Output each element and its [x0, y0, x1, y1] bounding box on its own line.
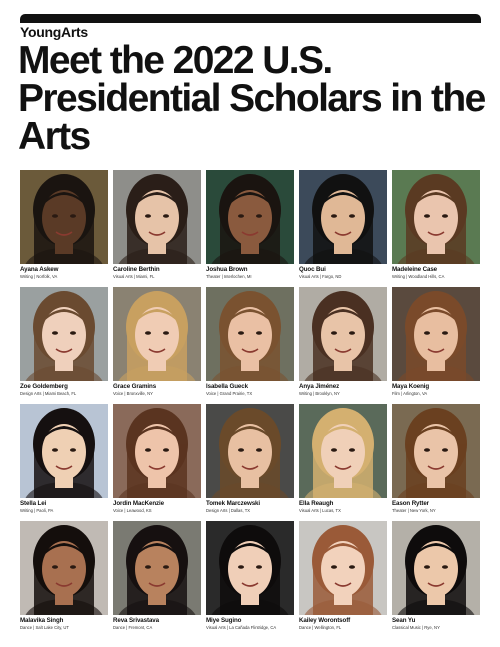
scholar-card [299, 404, 387, 517]
scholar-name: Tomek Marczewski [206, 500, 260, 507]
scholar-portrait [392, 521, 480, 615]
scholar-portrait [299, 404, 387, 498]
scholar-discipline-location: Voice | Bronxville, NY [113, 391, 153, 396]
scholar-portrait [206, 521, 294, 615]
scholar-discipline-location: Visual Arts | Lucas, TX [299, 508, 341, 513]
scholar-name: Joshua Brown [206, 266, 248, 273]
scholar-name: Stella Lei [20, 500, 47, 507]
scholar-name: Eason Rytter [392, 500, 429, 507]
scholar-portrait [392, 287, 480, 381]
scholar-discipline-location: Dance | Salt Lake City, UT [20, 625, 69, 630]
scholar-portrait [392, 170, 480, 264]
scholar-portrait [20, 170, 108, 264]
scholar-card [206, 170, 294, 283]
scholar-card [299, 521, 387, 634]
scholar-name: Ella Reaugh [299, 500, 334, 507]
scholar-card [392, 170, 480, 283]
scholar-portrait [299, 287, 387, 381]
scholar-discipline-location: Writing | Woodland Hills, CA [392, 274, 445, 279]
scholar-card [113, 170, 201, 283]
scholar-name: Maya Koenig [392, 383, 430, 390]
scholar-card [392, 404, 480, 517]
scholar-name: Reva Srivastava [113, 617, 159, 624]
scholar-portrait [113, 170, 201, 264]
scholar-portrait [299, 170, 387, 264]
scholar-name: Zoe Goldemberg [20, 383, 68, 390]
scholar-card [299, 287, 387, 400]
scholar-discipline-location: Visual Arts | Fargo, ND [299, 274, 342, 279]
scholar-card [206, 287, 294, 400]
scholar-name: Quoc Bui [299, 266, 326, 273]
scholar-card [113, 287, 201, 400]
scholar-card [20, 287, 108, 400]
scholar-card [20, 170, 108, 283]
scholar-discipline-location: Writing | Paoli, PA [20, 508, 54, 513]
scholar-card [20, 521, 108, 634]
scholar-discipline-location: Writing | Brooklyn, NY [299, 391, 340, 396]
scholar-name: Isabella Gueck [206, 383, 248, 390]
scholar-card [392, 287, 480, 400]
scholar-name: Miye Sugino [206, 617, 242, 624]
scholar-name: Kailey Worontsoff [299, 617, 351, 624]
scholar-portrait [206, 287, 294, 381]
scholar-portrait [206, 170, 294, 264]
scholar-discipline-location: Visual Arts | Miami, FL [113, 274, 155, 279]
brand-logo: YoungArts [20, 24, 88, 40]
scholar-discipline-location: Dance | Wellington, FL [299, 625, 342, 630]
scholar-discipline-location: Writing | Norfolk, VA [20, 274, 58, 279]
scholar-portrait [113, 287, 201, 381]
scholar-portrait [20, 404, 108, 498]
scholar-card [20, 404, 108, 517]
scholar-discipline-location: Dance | Fremont, CA [113, 625, 153, 630]
scholar-discipline-location: Voice | Grand Prairie, TX [206, 391, 253, 396]
scholar-discipline-location: Theater | New York, NY [392, 508, 436, 513]
top-rule [20, 14, 481, 23]
scholar-name: Jordin MacKenzie [113, 500, 165, 507]
scholar-name: Madeleine Case [392, 266, 438, 273]
scholar-grid [20, 170, 480, 634]
scholar-card [299, 170, 387, 283]
scholar-portrait [20, 287, 108, 381]
scholar-name: Malavika Singh [20, 617, 64, 624]
page-title: Meet the 2022 U.S. Presidential Scholars in the Arts [18, 39, 485, 158]
scholar-portrait [20, 521, 108, 615]
scholar-card [392, 521, 480, 634]
scholar-discipline-location: Design Arts | Miami Beach, FL [20, 391, 77, 396]
scholar-discipline-location: Voice | Leawood, KS [113, 508, 152, 513]
scholar-portrait [113, 521, 201, 615]
scholar-name: Anya Jiménez [299, 383, 340, 390]
scholar-card [113, 521, 201, 634]
scholar-discipline-location: Visual Arts | La Cañada Flintridge, CA [206, 625, 277, 630]
scholar-discipline-location: Theater | Interlochen, MI [206, 274, 252, 279]
scholar-portrait [206, 404, 294, 498]
scholar-portrait [392, 404, 480, 498]
scholar-discipline-location: Classical Music | Rye, NY [392, 625, 440, 630]
scholar-card [206, 521, 294, 634]
scholar-portrait [299, 521, 387, 615]
scholar-name: Ayana Askew [20, 266, 59, 273]
scholar-discipline-location: Film | Arlington, VA [392, 391, 428, 396]
scholar-card [113, 404, 201, 517]
scholar-name: Grace Gramins [113, 383, 157, 390]
scholar-discipline-location: Design Arts | Dallas, TX [206, 508, 251, 513]
scholar-name: Sean Yu [392, 617, 416, 624]
scholar-name: Caroline Berthin [113, 266, 160, 273]
scholar-portrait [113, 404, 201, 498]
scholar-card [206, 404, 294, 517]
